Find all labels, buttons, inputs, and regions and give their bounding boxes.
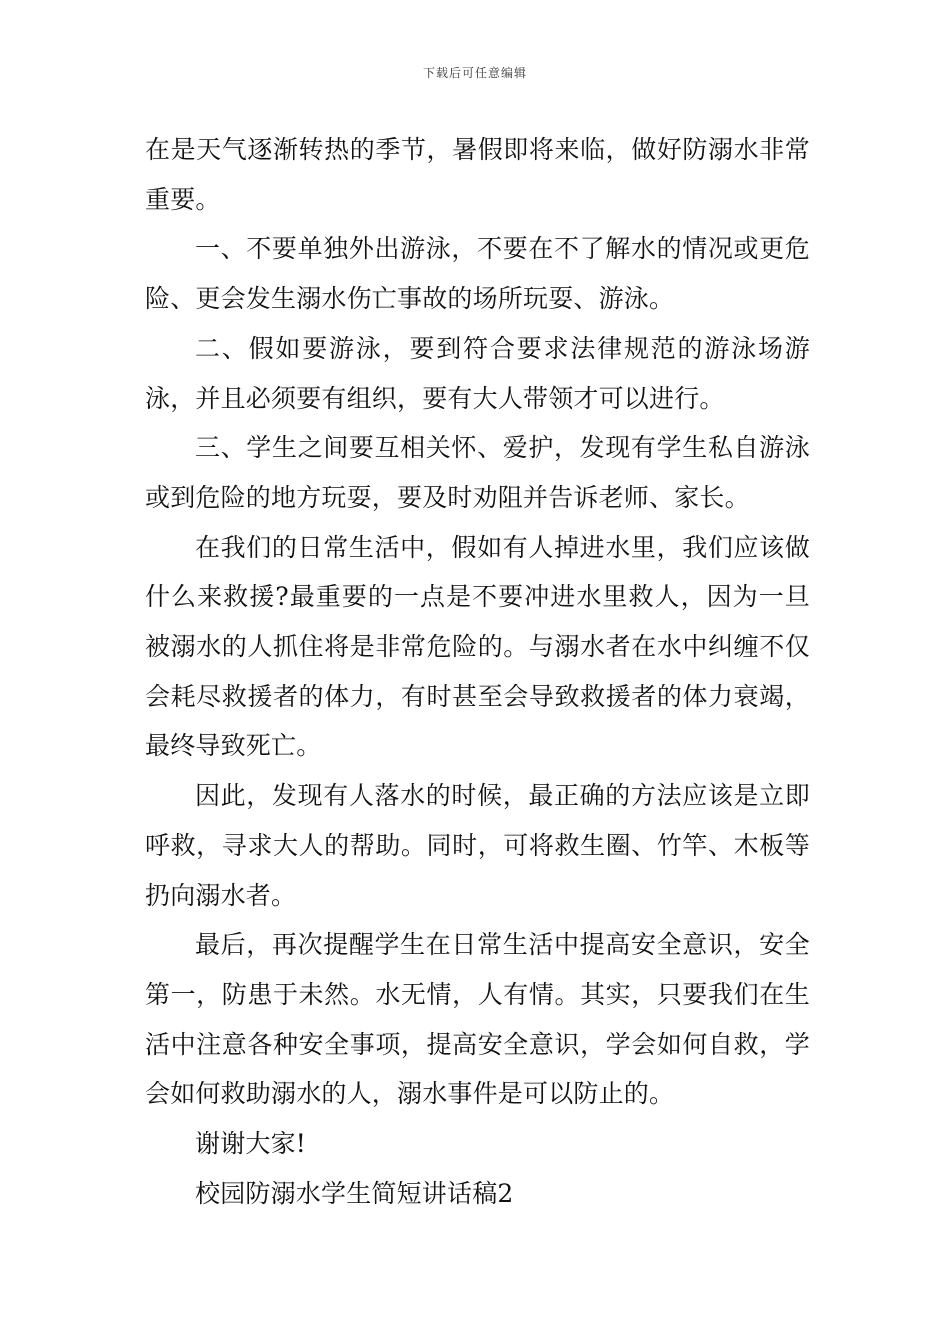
document-body [145,125,810,1218]
page-header: 下载后可任意编辑 [422,66,527,80]
paragraph-rule-1: 一、不要单独外出游泳，不要在不了解水的情况或更危险、更会发生溺水伤亡事故的场所玩耍、游泳。 [145,234,810,314]
next-section-title: 校园防溺水学生简短讲话稿2 [195,1178,514,1208]
paragraph-method: 因此，发现有人落水的时候，最正确的方法应该是立即呼救，寻求大人的帮助。同时，可将救生圈、竹竿、木板等扔向溺水者。 [145,781,810,910]
paragraph-rule-2: 二、假如要游泳，要到符合要求法律规范的游泳场游泳，并且必须要有组织，要有大人带领才可以进行。 [145,333,810,413]
paragraph-rescue: 在我们的日常生活中，假如有人掉进水里，我们应该做什么来救援?最重要的一点是不要冲进水里救人，因为一旦被溺水的人抓住将是非常危险的。与溺水者在水中纠缠不仅会耗尽救援者的体力，有时甚至会导致救援者的体力衰竭，最终导致死亡。 [145,532,810,761]
paragraph-closing: 最后，再次提醒学生在日常生活中提高安全意识，安全第一，防患于未然。水无情，人有情。其实，只要我们在生活中注意各种安全事项，提高安全意识，学会如何自救，学会如何救助溺水的人，溺水事件是可以防止的。 [145,930,810,1109]
paragraph-thanks: 谢谢大家! [195,1129,307,1159]
paragraph-rule-3: 三、学生之间要互相关怀、爱护，发现有学生私自游泳或到危险的地方玩耍，要及时劝阻并告诉老师、家长。 [145,433,810,512]
paragraph-intro: 在是天气逐渐转热的季节，暑假即将来临，做好防溺水非常重要。 [145,135,810,214]
